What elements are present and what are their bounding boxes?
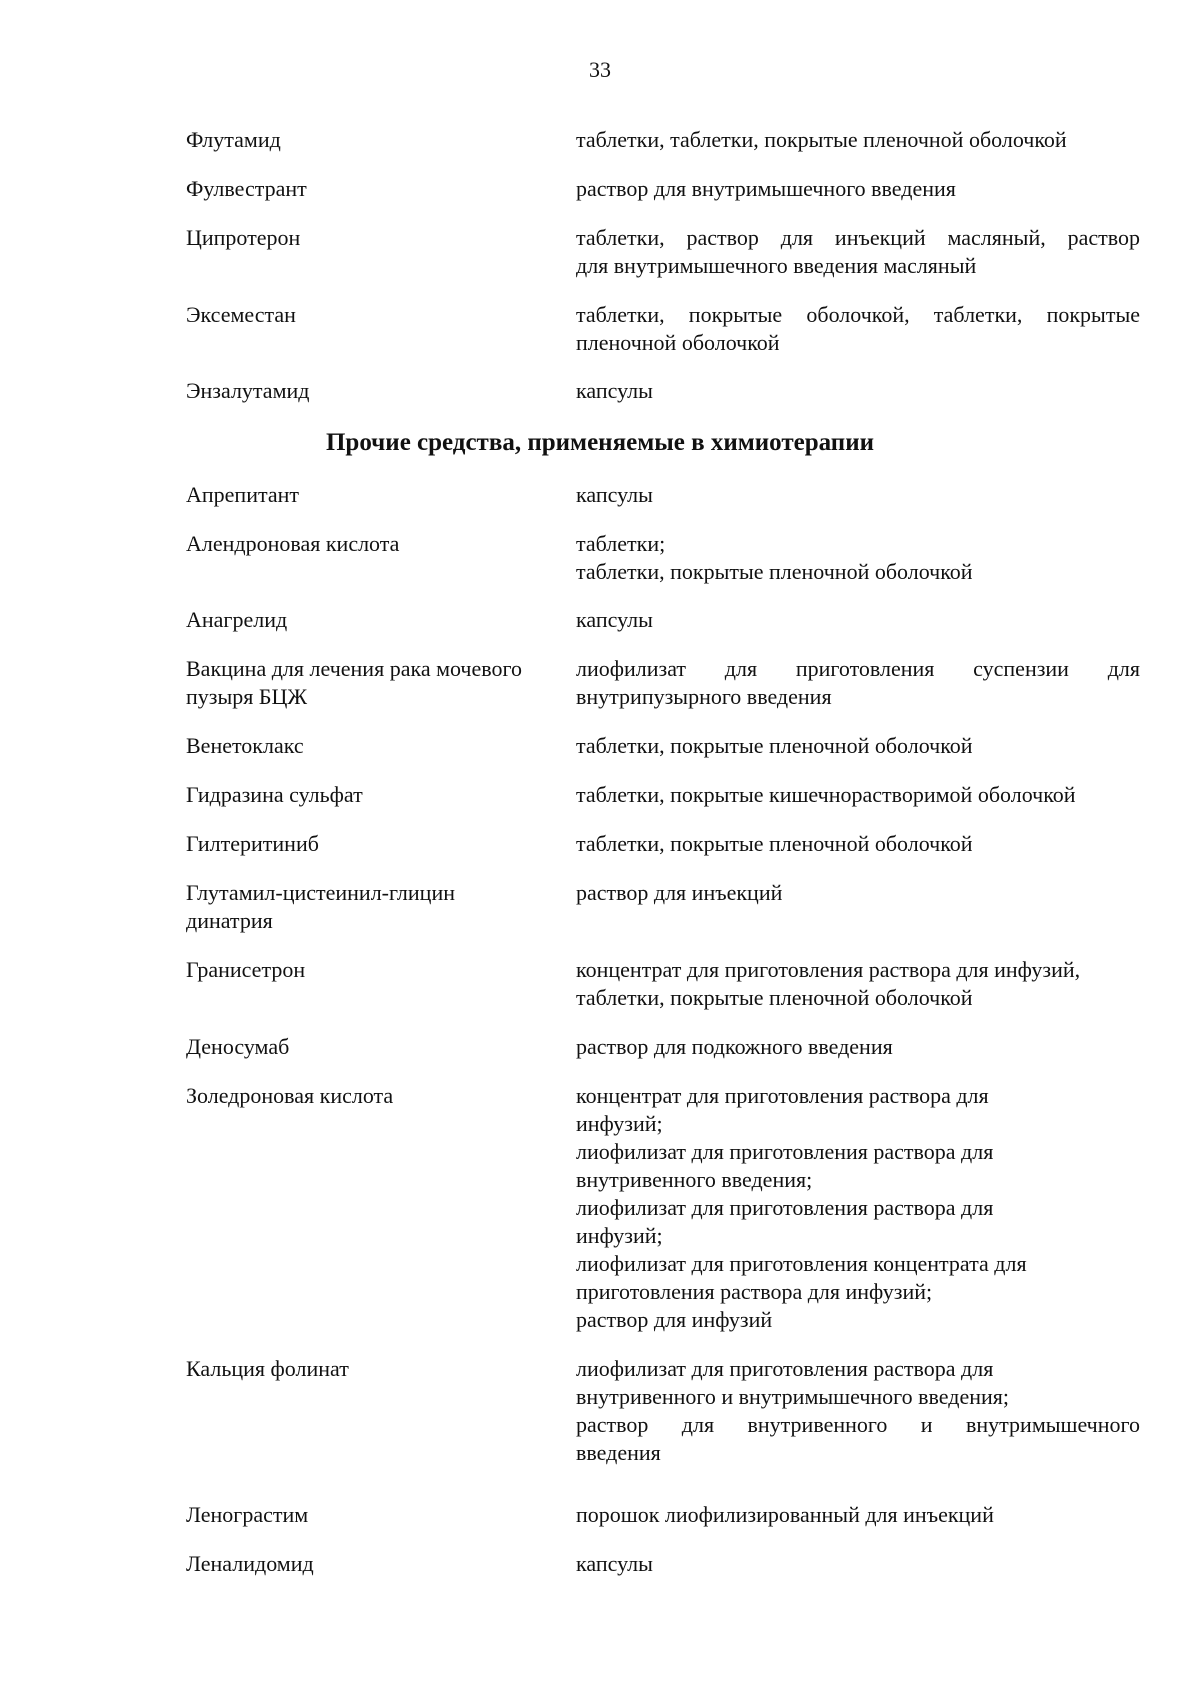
dosage-form — [576, 879, 1140, 907]
drug-name: Ленограстим — [186, 1502, 309, 1527]
dosage-form-line: лиофилизат для приготовления раствора для — [576, 1195, 994, 1220]
dosage-form — [576, 481, 1140, 509]
page-number: 33 — [589, 57, 611, 82]
dosage-form-line: таблетки, покрытые пленочной оболочкой — [576, 831, 973, 856]
dosage-form-line: таблетки; — [576, 531, 666, 556]
dosage-form-line: таблетки, покрытые пленочной оболочкой — [576, 559, 973, 584]
dosage-form-line: раствор для инъекций — [576, 880, 783, 905]
dosage-form-line: лиофилизат для приготовления суспензии для — [576, 656, 1140, 681]
dosage-form — [576, 175, 1140, 203]
dosage-form — [576, 956, 1140, 1012]
drug-name: Венетоклакс — [186, 733, 304, 758]
dosage-form — [576, 1033, 1140, 1061]
drug-name: Фулвестрант — [186, 176, 307, 201]
drug-name-line: динатрия — [186, 908, 273, 933]
dosage-form — [576, 126, 1140, 154]
dosage-form-line: таблетки, покрытые оболочкой, таблетки, покрытые — [576, 302, 1140, 327]
dosage-form-line: капсулы — [576, 378, 653, 403]
dosage-form-line: концентрат для приготовления раствора для — [576, 1083, 989, 1108]
drug-name-line: Вакцина для лечения рака мочевого — [186, 656, 522, 681]
dosage-form-line: введения — [576, 1440, 661, 1465]
drug-name: Гидразина сульфат — [186, 782, 363, 807]
dosage-form-line: таблетки, раствор для инъекций масляный, раствор — [576, 225, 1140, 250]
dosage-form — [576, 224, 1140, 280]
dosage-form-line: таблетки, покрытые пленочной оболочкой — [576, 985, 973, 1010]
dosage-form-line: внутривенного и внутримышечного введения; — [576, 1384, 1009, 1409]
dosage-form — [576, 1501, 1140, 1529]
section-heading: Прочие средства, применяемые в химиотерапии — [325, 429, 875, 456]
dosage-form — [576, 1550, 1140, 1578]
dosage-form — [576, 732, 1140, 760]
dosage-form-line: лиофилизат для приготовления концентрата для — [576, 1251, 1027, 1276]
dosage-form — [576, 301, 1140, 357]
drug-name: Деносумаб — [186, 1034, 290, 1059]
drug-name: Алендроновая кислота — [186, 531, 400, 556]
dosage-form-line: пленочной оболочкой — [576, 330, 780, 355]
dosage-form — [576, 606, 1140, 634]
drug-name: Кальция фолинат — [186, 1356, 349, 1381]
dosage-form-line: лиофилизат для приготовления раствора для — [576, 1356, 994, 1381]
dosage-form-line: порошок лиофилизированный для инъекций — [576, 1502, 994, 1527]
dosage-form — [576, 830, 1140, 858]
dosage-form-line: инфузий; — [576, 1223, 663, 1248]
dosage-form-line: таблетки, таблетки, покрытые пленочной оболочкой — [576, 127, 1067, 152]
dosage-form-line: концентрат для приготовления раствора для инфузий, — [576, 957, 1081, 982]
dosage-form-line: внутрипузырного введения — [576, 684, 832, 709]
dosage-form — [576, 781, 1140, 809]
dosage-form-line: капсулы — [576, 1551, 653, 1576]
drug-name-line: Глутамил-цистеинил-глицин — [186, 880, 455, 905]
dosage-form-line: для внутримышечного введения масляный — [576, 253, 977, 278]
dosage-form-line: раствор для внутримышечного введения — [576, 176, 956, 201]
dosage-form-line: внутривенного введения; — [576, 1167, 813, 1192]
dosage-form-line: инфузий; — [576, 1111, 663, 1136]
drug-name: Леналидомид — [186, 1551, 314, 1576]
dosage-form-line: раствор для инфузий — [576, 1307, 773, 1332]
dosage-form-line: лиофилизат для приготовления раствора для — [576, 1139, 994, 1164]
drug-name — [186, 879, 566, 935]
drug-name: Апрепитант — [186, 482, 300, 507]
drug-name: Гранисетрон — [186, 957, 306, 982]
dosage-form-line: таблетки, покрытые пленочной оболочкой — [576, 733, 973, 758]
dosage-form-line: раствор для подкожного введения — [576, 1034, 893, 1059]
drug-name: Ципротерон — [186, 225, 301, 250]
dosage-form-line: приготовления раствора для инфузий; — [576, 1279, 933, 1304]
dosage-form — [576, 1082, 1140, 1334]
drug-name — [186, 655, 566, 711]
drug-name-line: пузыря БЦЖ — [186, 684, 308, 709]
drug-name: Флутамид — [186, 127, 281, 152]
dosage-form — [576, 1355, 1140, 1467]
dosage-form-line: таблетки, покрытые кишечнорастворимой оболочкой — [576, 782, 1076, 807]
drug-name: Золедроновая кислота — [186, 1083, 394, 1108]
dosage-form — [576, 655, 1140, 711]
dosage-form — [576, 530, 1140, 586]
drug-name: Энзалутамид — [186, 378, 310, 403]
dosage-form-line: раствор для внутривенного и внутримышечного — [576, 1412, 1140, 1437]
drug-name: Эксеместан — [186, 302, 296, 327]
dosage-form-line: капсулы — [576, 607, 653, 632]
dosage-form-line: капсулы — [576, 482, 653, 507]
drug-name: Гилтеритиниб — [186, 831, 319, 856]
dosage-form — [576, 377, 1140, 405]
drug-name: Анагрелид — [186, 607, 288, 632]
